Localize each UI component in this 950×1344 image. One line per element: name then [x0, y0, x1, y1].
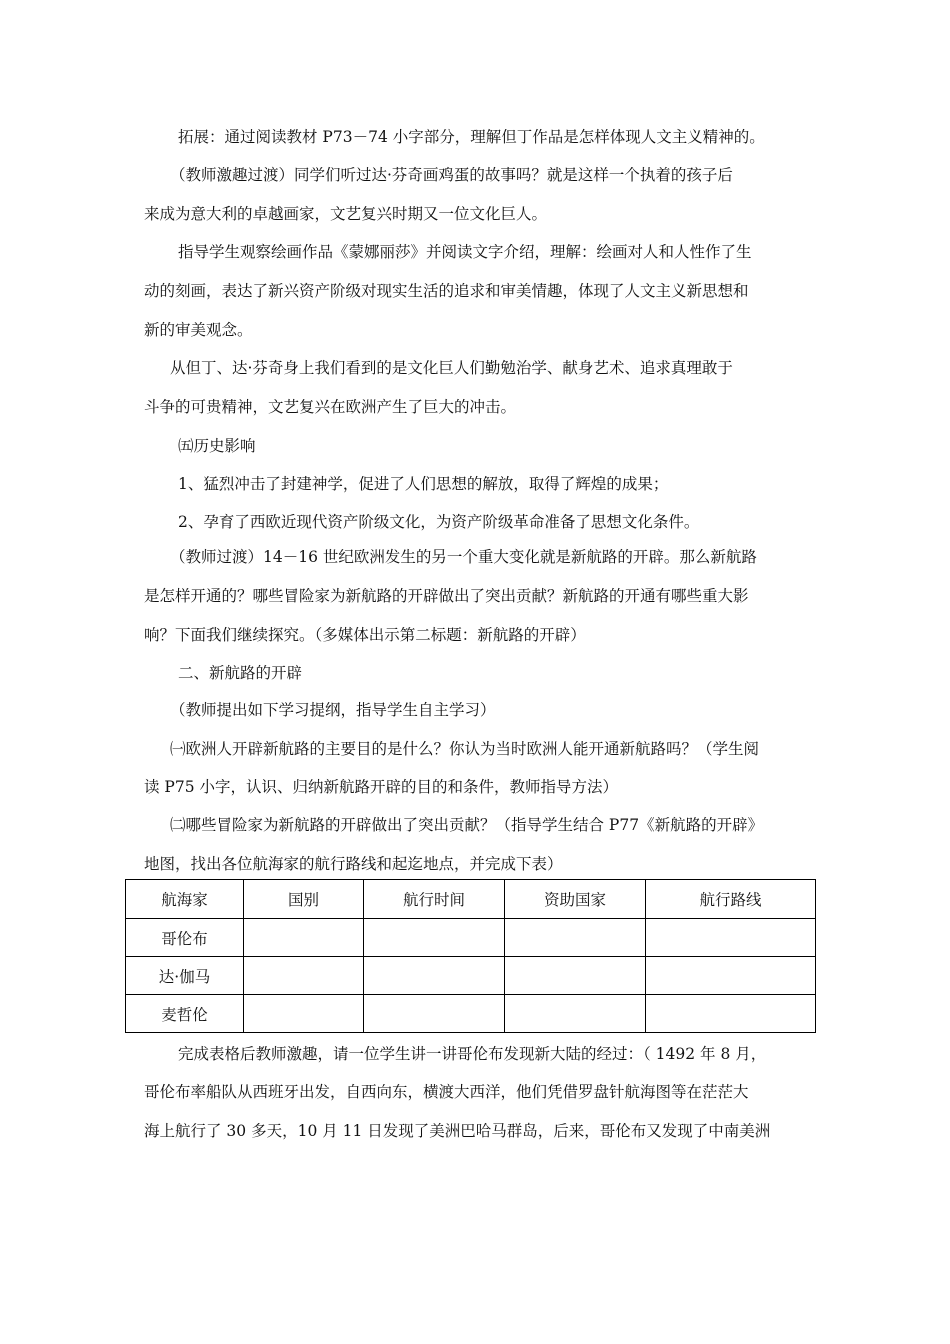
paragraph-line: 斗争的可贵精神，文艺复兴在欧洲产生了巨大的冲击。	[144, 398, 517, 416]
paragraph-line: 读 P75 小字，认识、归纳新航路开辟的目的和条件，教师指导方法）	[144, 778, 619, 796]
paragraph-line: 海上航行了 30 多天，10 月 11 日发现了美洲巴哈马群岛，后来，哥伦布又发现了中南美洲	[144, 1122, 771, 1140]
paragraph-line: ㈠欧洲人开辟新航路的主要目的是什么？你认为当时欧洲人能开通新航路吗？（学生阅	[170, 740, 760, 758]
table-row	[126, 919, 816, 957]
table-cell	[364, 995, 505, 1033]
table-row	[126, 957, 816, 995]
table-cell	[364, 919, 505, 957]
section-heading: ㈤历史影响	[178, 437, 256, 455]
table-cell	[505, 995, 646, 1033]
paragraph-line: 响？下面我们继续探究。（多媒体出示第二标题：新航路的开辟）	[144, 626, 586, 644]
table-header-cell: 航海家	[126, 880, 244, 919]
paragraph-line: （教师激趣过渡）同学们听过达·芬奇画鸡蛋的故事吗？就是这样一个执着的孩子后	[170, 166, 733, 184]
table-header-cell: 国别	[244, 880, 364, 919]
table-cell	[505, 919, 646, 957]
paragraph-line: 哥伦布率船队从西班牙出发，自西向东，横渡大西洋，他们凭借罗盘针航海图等在茫茫大	[144, 1083, 749, 1101]
paragraph-line: 指导学生观察绘画作品《蒙娜丽莎》并阅读文字介绍，理解：绘画对人和人性作了生	[178, 243, 752, 261]
paragraph-line: 新的审美观念。	[144, 321, 253, 339]
list-item: 2、孕育了西欧近现代资产阶级文化，为资产阶级革命准备了思想文化条件。	[178, 513, 700, 531]
table-cell	[244, 995, 364, 1033]
table-cell	[646, 919, 816, 957]
section-heading: 二、新航路的开辟	[178, 664, 303, 682]
table-header-cell: 航行时间	[364, 880, 505, 919]
paragraph-line: 拓展：通过阅读教材 P73－74 小字部分，理解但丁作品是怎样体现人文主义精神的。	[178, 128, 765, 146]
list-item: 1、猛烈冲击了封建神学，促进了人们思想的解放，取得了辉煌的成果；	[178, 475, 669, 493]
paragraph-line: 来成为意大利的卓越画家，文艺复兴时期又一位文化巨人。	[144, 205, 548, 223]
table-cell	[646, 957, 816, 995]
table-cell: 麦哲伦	[126, 995, 244, 1033]
table-header-cell: 航行路线	[646, 880, 816, 919]
paragraph-line: ㈡哪些冒险家为新航路的开辟做出了突出贡献？（指导学生结合 P77《新航路的开辟》	[170, 816, 764, 834]
table-header-cell: 资助国家	[505, 880, 646, 919]
table-cell: 哥伦布	[126, 919, 244, 957]
paragraph-line: 动的刻画，表达了新兴资产阶级对现实生活的追求和审美情趣，体现了人文主义新思想和	[144, 282, 749, 300]
paragraph-line: （教师过渡）14－16 世纪欧洲发生的另一个重大变化就是新航路的开辟。那么新航路	[170, 548, 757, 566]
table-row	[126, 995, 816, 1033]
table-header-row	[126, 880, 816, 919]
table-cell	[646, 995, 816, 1033]
paragraph-line: 完成表格后教师激趣，请一位学生讲一讲哥伦布发现新大陆的经过：（ 1492 年 8 月，	[178, 1045, 767, 1063]
paragraph-line: 地图，找出各位航海家的航行路线和起迄地点，并完成下表）	[144, 855, 563, 873]
navigator-table	[125, 879, 816, 1033]
paragraph-line: （教师提出如下学习提纲，指导学生自主学习）	[170, 701, 496, 719]
paragraph-line: 从但丁、达·芬奇身上我们看到的是文化巨人们勤勉治学、献身艺术、追求真理敢于	[170, 359, 733, 377]
paragraph-line: 是怎样开通的？哪些冒险家为新航路的开辟做出了突出贡献？新航路的开通有哪些重大影	[144, 587, 749, 605]
table-cell	[505, 957, 646, 995]
table-cell	[244, 957, 364, 995]
table-cell	[364, 957, 505, 995]
table-cell: 达·伽马	[126, 957, 244, 995]
table-cell	[244, 919, 364, 957]
